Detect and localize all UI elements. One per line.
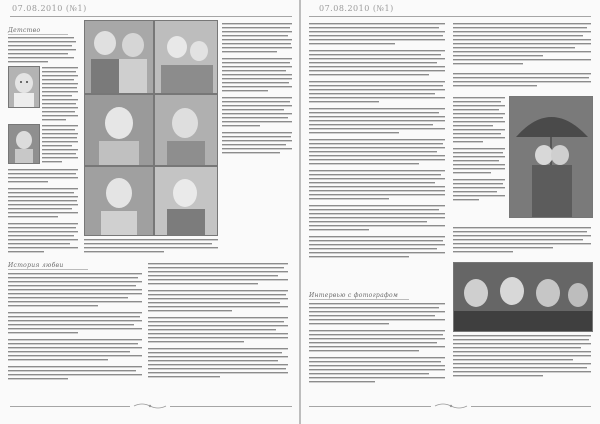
text-lines [453,226,591,256]
text-lines [8,168,78,258]
text-lines [8,36,76,64]
column-text-4 [8,168,78,258]
column-text-2 [42,66,78,122]
column-text-9 [309,302,445,398]
text-lines [309,302,445,398]
text-lines [42,66,78,122]
group-photo-art [454,263,592,331]
text-lines [8,272,142,398]
photo-baby-1 [8,66,40,108]
column-text-14 [453,334,591,394]
girl-photo-art [85,95,153,165]
column-text-5 [222,22,292,222]
kids-photo-art [85,21,153,93]
right-issue-date: 07.08.2010 (№1) [319,4,394,13]
footer-ornament-icon [431,402,471,410]
kids-sofa-art [155,21,217,93]
baby-photo-art [9,125,39,163]
column-text-6 [8,272,142,398]
baby-photo-art [9,67,39,107]
right-header-rule [309,16,591,17]
column-text-13 [453,226,591,256]
column-text-7 [148,262,288,398]
text-lines [453,334,591,394]
section-heading-love-story: История любви [8,262,88,270]
left-issue-date: 07.08.2010 (№1) [12,4,87,13]
photo-caption-text [84,238,218,258]
left-header-rule [10,16,292,17]
column-text-11 [453,72,591,92]
text-lines [222,22,292,222]
girl2-photo-art [155,95,217,165]
photo-girl-4 [154,166,218,236]
photo-baby-2 [8,124,40,164]
text-lines [42,124,78,164]
section-heading-childhood: Детство [8,27,68,35]
column-text-8 [309,22,445,272]
column-text-10 [453,22,591,70]
photo-kids-sofa [154,20,218,94]
left-page [0,0,299,424]
footer-ornament-icon [130,402,170,410]
photo-two-kids [84,20,154,94]
photo-girl-2 [154,94,218,166]
photo-group [453,262,593,332]
text-lines [453,22,591,70]
text-lines [148,262,288,398]
photo-couple [509,96,593,218]
couple-photo-art [510,97,592,217]
text-lines [453,72,591,92]
right-page [301,0,600,424]
text-lines [453,96,505,222]
column-text-3 [42,124,78,164]
text-lines [84,238,218,258]
girl3-photo-art [85,167,153,235]
column-text-12 [453,96,505,222]
section-heading-interview: Интервью с фотографом [309,292,409,300]
column-text-1 [8,36,76,64]
text-lines [309,22,445,272]
girl4-photo-art [155,167,217,235]
photo-girl-1 [84,94,154,166]
photo-girl-3 [84,166,154,236]
